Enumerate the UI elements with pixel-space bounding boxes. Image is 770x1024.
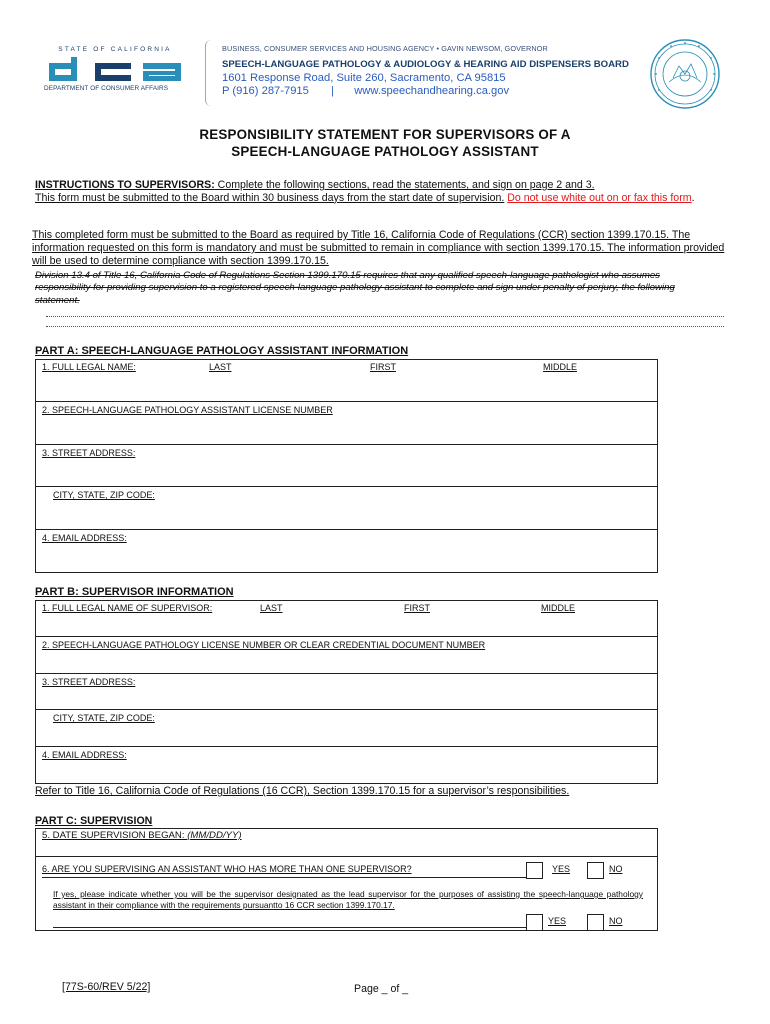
- instructions-period: .: [691, 191, 695, 204]
- agency-line: BUSINESS, CONSUMER SERVICES AND HOUSING AGENCY • GAVIN NEWSOM, GOVERNOR: [222, 44, 548, 53]
- supervisor-name-label: 1. FULL LEGAL NAME OF SUPERVISOR:: [42, 603, 213, 613]
- slpa-city-field[interactable]: [36, 487, 657, 530]
- part-a-title: PART A: SPEECH-LANGUAGE PATHOLOGY ASSISTANT INFORMATION: [35, 345, 409, 357]
- slpa-city-label: CITY, STATE, ZIP CODE:: [53, 490, 155, 500]
- part-b-box: [35, 600, 658, 784]
- board-seal-icon: [649, 38, 721, 110]
- submission-text: This completed form must be submitted to the Board as required by Title 16, California Code of Regulations (CCR) section 1399.170.15. The information requested on this form is mandatory and must be submitted to remain in compliance with section 1399.170.15. The information provided will be used to determine compliance with section 1399.170.15.: [32, 229, 725, 267]
- supervisor-middle-label: MIDDLE: [541, 603, 576, 613]
- header-divider: [205, 40, 217, 106]
- board-phone: P (916) 287-7915: [222, 85, 309, 97]
- form-title: [0, 126, 770, 160]
- state-of-california-text: STATE OF CALIFORNIA: [58, 46, 172, 53]
- dca-logo: [47, 57, 183, 83]
- regulation-paragraph: Division 13.4 of Title 16, California Code of Regulations Section 1399.170.15 requires that any qualified speech-language pathologist who assumes responsibility for providing supervision to a registered speech-language pathology assistant to complete and sign under penalty of perjury, the following statement.: [35, 270, 675, 306]
- board-website-link[interactable]: www.speechandhearing.ca.gov: [354, 85, 510, 97]
- board-name: SPEECH-LANGUAGE PATHOLOGY & AUDIOLOGY & HEARING AID DISPENSERS BOARD: [222, 59, 629, 70]
- board-info: [222, 44, 629, 97]
- lead-yes-label: YES: [548, 916, 567, 926]
- q6-underline: [42, 877, 526, 878]
- lead-no-label: NO: [609, 916, 623, 926]
- dotted-divider: [46, 316, 724, 317]
- part-a-box: [35, 359, 658, 573]
- slpa-license-field[interactable]: [36, 402, 657, 445]
- submission-paragraph: [32, 229, 726, 268]
- supervisor-license-label: 2. SPEECH-LANGUAGE PATHOLOGY LICENSE NUMBER OR CLEAR CREDENTIAL DOCUMENT NUMBER: [42, 640, 486, 650]
- supervisor-name-field[interactable]: [36, 601, 657, 637]
- q6-no-label: NO: [609, 864, 623, 874]
- form-title-line1: RESPONSIBILITY STATEMENT FOR SUPERVISORS OF A: [199, 127, 571, 142]
- supervisor-city-field[interactable]: [36, 710, 657, 747]
- q6-yes-label: YES: [552, 864, 571, 874]
- form-title-line2: SPEECH-LANGUAGE PATHOLOGY ASSISTANT: [231, 144, 539, 159]
- supervisor-street-label: 3. STREET ADDRESS:: [42, 677, 136, 687]
- slpa-street-label: 3. STREET ADDRESS:: [42, 448, 136, 458]
- supervisor-license-field[interactable]: [36, 637, 657, 674]
- instructions-label: INSTRUCTIONS TO SUPERVISORS:: [35, 179, 215, 191]
- regulation-reference: Refer to Title 16, California Code of Regulations (16 CCR), Section 1399.170.15 for a supervisor’s responsibilities.: [35, 785, 570, 797]
- contact-separator: |: [331, 85, 334, 97]
- slpa-last-label: LAST: [209, 362, 232, 372]
- supervision-date-text: 5. DATE SUPERVISION BEGAN:: [42, 830, 185, 841]
- part-c-box: [35, 828, 658, 931]
- part-b-title: PART B: SUPERVISOR INFORMATION: [35, 586, 234, 598]
- q6-label: 6. ARE YOU SUPERVISING AN ASSISTANT WHO HAS MORE THAN ONE SUPERVISOR?: [42, 864, 412, 874]
- slpa-street-field[interactable]: [36, 445, 657, 487]
- lead-supervisor-question: If yes, please indicate whether you will be the supervisor designated as the lead supervisor for the purposes of assisting the speech-language pathology assistant in their compliance with the requirements pursuantto 16 CCR section 1399.170.17.: [53, 889, 643, 910]
- slpa-license-label: 2. SPEECH-LANGUAGE PATHOLOGY ASSISTANT LICENSE NUMBER: [42, 405, 333, 415]
- supervisor-street-field[interactable]: [36, 674, 657, 710]
- slpa-middle-label: MIDDLE: [543, 362, 578, 372]
- dotted-divider: [46, 326, 724, 327]
- instructions-text1: Complete the following sections, read the statements, and sign on page 2 and 3.: [214, 179, 595, 191]
- slpa-name-field[interactable]: [36, 360, 657, 402]
- slpa-email-field[interactable]: [36, 530, 657, 572]
- multiple-supervisor-question: [36, 857, 657, 930]
- department-name: DEPARTMENT OF CONSUMER AFFAIRS: [44, 85, 169, 92]
- date-format-hint: (MM/DD/YY): [184, 830, 242, 841]
- page-number: Page _ of _: [354, 983, 409, 995]
- supervisor-first-label: FIRST: [404, 603, 430, 613]
- instructions-text2: This form must be submitted to the Board within 30 business days from the start date of supervision.: [35, 191, 505, 204]
- supervisor-last-label: LAST: [260, 603, 283, 613]
- supervisor-email-label: 4. EMAIL ADDRESS:: [42, 750, 127, 760]
- slpa-first-label: FIRST: [370, 362, 396, 372]
- lead-yes-checkbox[interactable]: [526, 914, 543, 931]
- part-c-title: PART C: SUPERVISION: [35, 815, 153, 827]
- white-out-warning: Do not use white out on or fax this form: [507, 191, 692, 204]
- slpa-name-label: 1. FULL LEGAL NAME:: [42, 362, 136, 372]
- supervision-date-field[interactable]: [36, 829, 657, 857]
- dca-logo-block: [44, 46, 186, 92]
- instructions-paragraph: [35, 179, 725, 204]
- lead-supervisor-underline: [53, 927, 526, 928]
- q6-yes-checkbox[interactable]: [526, 862, 543, 879]
- board-address: 1601 Response Road, Suite 260, Sacramento, CA 95815: [222, 72, 506, 84]
- supervisor-email-field[interactable]: [36, 747, 657, 783]
- form-revision-id: [77S-60/REV 5/22]: [62, 981, 151, 993]
- q6-no-checkbox[interactable]: [587, 862, 604, 879]
- slpa-email-label: 4. EMAIL ADDRESS:: [42, 533, 127, 543]
- supervision-date-label: [42, 830, 242, 841]
- contact-row: [222, 85, 629, 97]
- supervisor-city-label: CITY, STATE, ZIP CODE:: [53, 713, 155, 723]
- lead-no-checkbox[interactable]: [587, 914, 604, 931]
